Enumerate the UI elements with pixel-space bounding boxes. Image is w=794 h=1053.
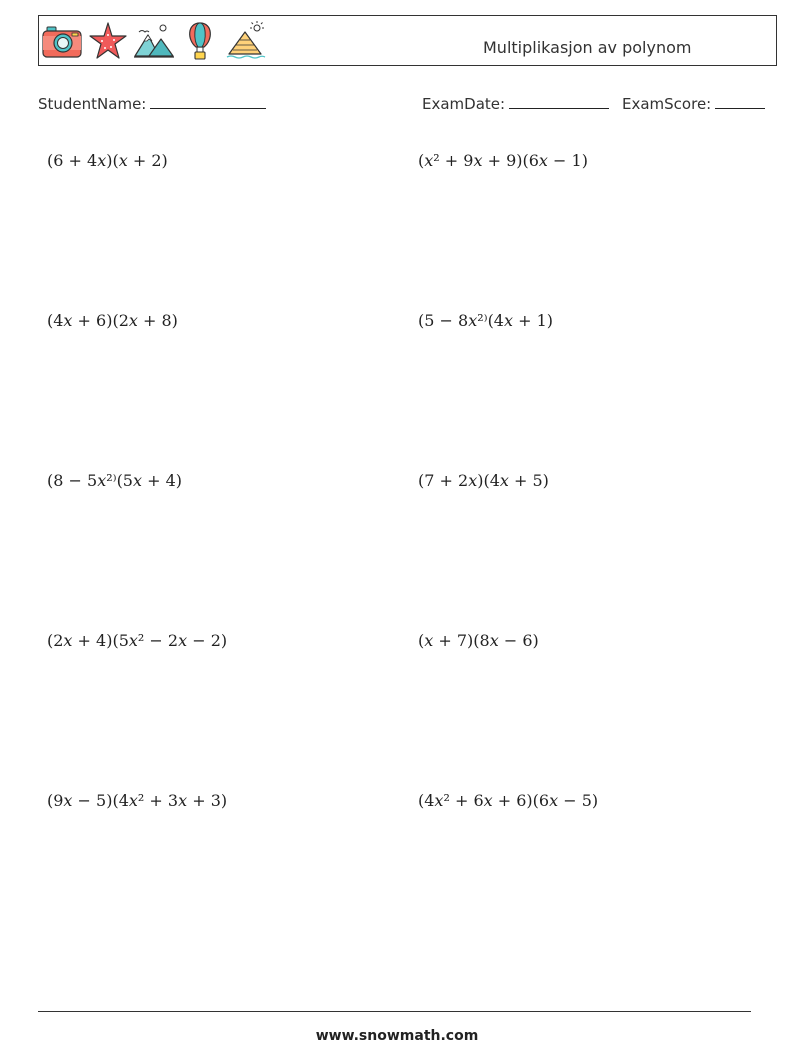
- hot-air-balloon-icon: [179, 20, 221, 62]
- problem-5: (8 − 5x²⁾(5x + 4): [47, 471, 183, 490]
- mountains-icon: [133, 20, 175, 62]
- problem-7: (2x + 4)(5x² − 2x − 2): [47, 631, 228, 650]
- problem-10: (4x² + 6x + 6)(6x − 5): [418, 791, 599, 810]
- problem-6: (7 + 2x)(4x + 5): [418, 471, 549, 490]
- problem-9: (9x − 5)(4x² + 3x + 3): [47, 791, 228, 810]
- problem-3: (4x + 6)(2x + 8): [47, 311, 178, 330]
- footer-url[interactable]: www.snowmath.com: [315, 1028, 479, 1044]
- worksheet-header: [38, 15, 777, 66]
- exam-date-label: ExamDate:: [422, 95, 506, 113]
- header-icons: [41, 20, 267, 62]
- starfish-icon: [87, 20, 129, 62]
- exam-date-blank[interactable]: [509, 94, 609, 109]
- footer-divider: [38, 1011, 751, 1012]
- student-name-blank[interactable]: [150, 94, 266, 109]
- exam-date-field[interactable]: [422, 94, 609, 113]
- exam-score-blank[interactable]: [715, 94, 765, 109]
- problem-8: (x + 7)(8x − 6): [418, 631, 539, 650]
- pyramid-icon: [225, 20, 267, 62]
- student-name-field[interactable]: [38, 94, 266, 113]
- exam-score-label: ExamScore:: [622, 95, 712, 113]
- student-name-label: StudentName:: [38, 95, 147, 113]
- problem-1: (6 + 4x)(x + 2): [47, 151, 168, 170]
- problem-4: (5 − 8x²⁾(4x + 1): [418, 311, 554, 330]
- worksheet-title: Multiplikasjon av polynom: [483, 38, 692, 57]
- camera-icon: [41, 20, 83, 62]
- problem-2: (x² + 9x + 9)(6x − 1): [418, 151, 588, 170]
- exam-score-field[interactable]: [622, 94, 765, 113]
